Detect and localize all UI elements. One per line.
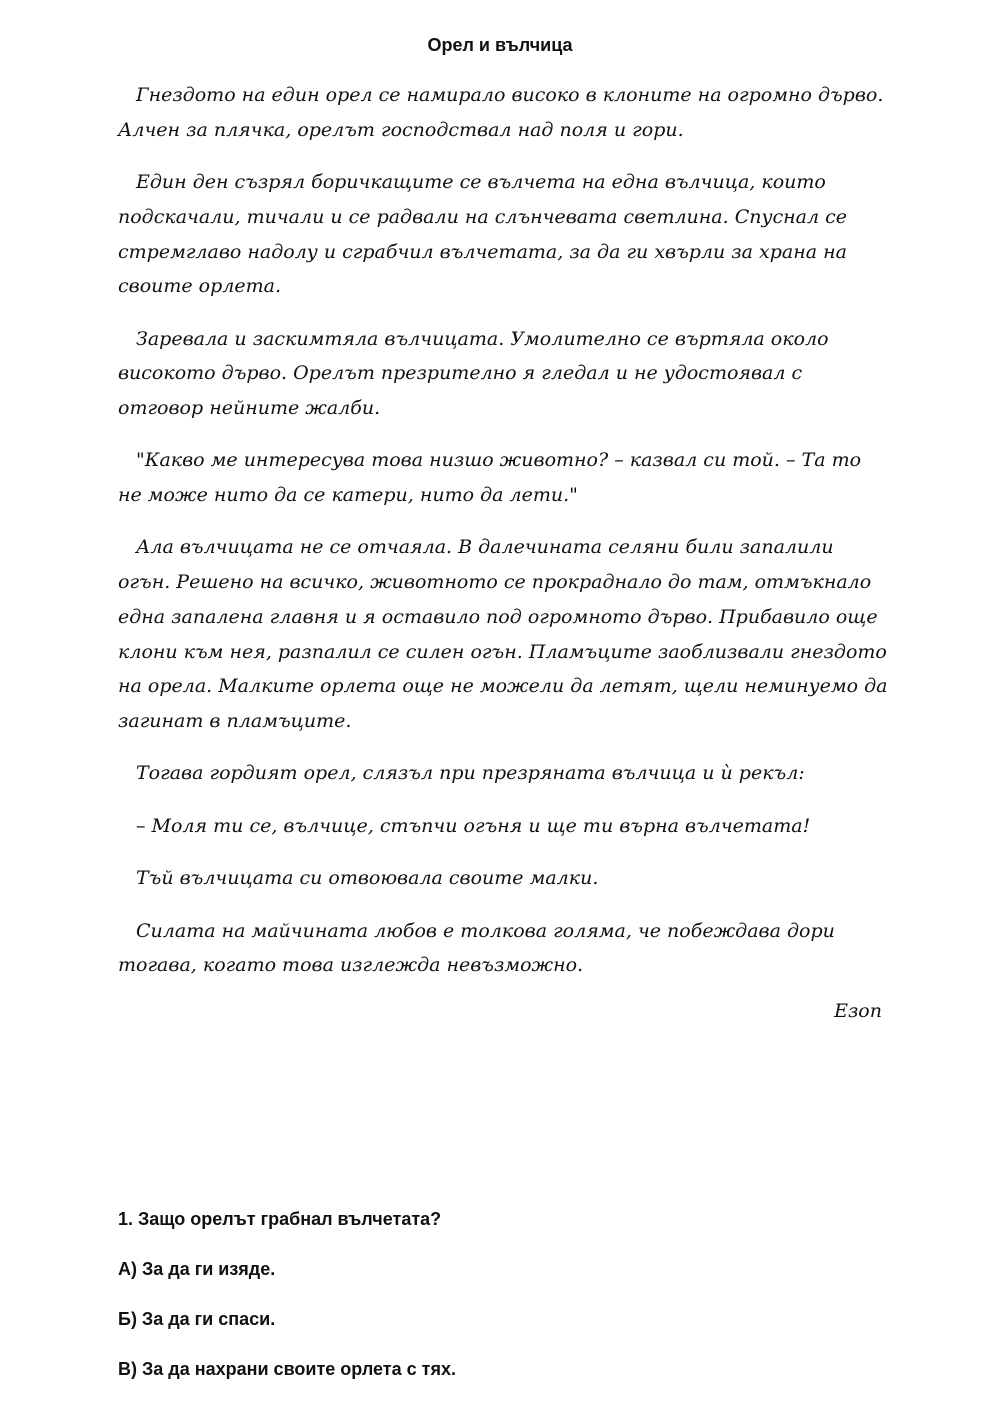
story-paragraph: "Какво ме интересува това низшо животно? – казвал си той. – Та то не може нито да се катери, нито да лети." [118, 449, 862, 507]
story-paragraph: Ала вълчицата не се отчаяла. В далечината селяни били запалили огън. Решено на всичко, животното се прокраднало до там, отмъкнало една запалена главня и я оставило под огромното дърво. Прибавило още клони към нея, разпалил се силен огън. Пламъците заоблизвали гнездото на орела. Малките орлета още не можели да летят, щели неминуемо да загинат в пламъците. [118, 536, 888, 732]
story-paragraph: Гнездото на един орел се намирало високо в клоните на огромно дърво. Алчен за плячка, орелът господствал над поля и гори. [118, 84, 884, 141]
answer-option-a[interactable]: А) За да ги изяде. [118, 1259, 276, 1279]
question-text: 1. Защо орелът грабнал вълчетата? [118, 1209, 442, 1229]
story-paragraph: Силата на майчината любов е толкова голяма, че побеждава дори тогава, когато това изглежда невъзможно. [118, 919, 835, 977]
page-title: Орел и вълчица [427, 35, 573, 55]
story-paragraph: Един ден съзрял боричкащите се вълчета на една вълчица, които подскачали, тичали и се радвали на слънчевата светлина. Спуснал се стремглаво надолу и сграбчил вълчетата, за да ги хвърли за храна на своите орлета. [118, 171, 848, 298]
answer-option-c[interactable]: В) За да нахрани своите орлета с тях. [118, 1359, 456, 1379]
answer-option-b[interactable]: Б) За да ги спаси. [118, 1309, 276, 1329]
story-text [118, 78, 888, 1001]
story-paragraph: Тогава гордият орел, слязъл при презряната вълчица и ѝ рекъл: [136, 762, 805, 785]
story-paragraph: Заревала и заскимтяла вълчицата. Умолително се въртяла около високото дърво. Орелът презрително я гледал и не удостоявал с отговор нейните жалби. [118, 327, 829, 419]
story-paragraph: – Моля ти се, вълчице, стъпчи огъня и ще ти върна вълчетата! [136, 814, 811, 837]
story-author: Езоп [834, 1000, 882, 1022]
quiz-question-block [118, 1205, 888, 1405]
story-paragraph: Тъй вълчицата си отвоювала своите малки. [136, 867, 599, 890]
